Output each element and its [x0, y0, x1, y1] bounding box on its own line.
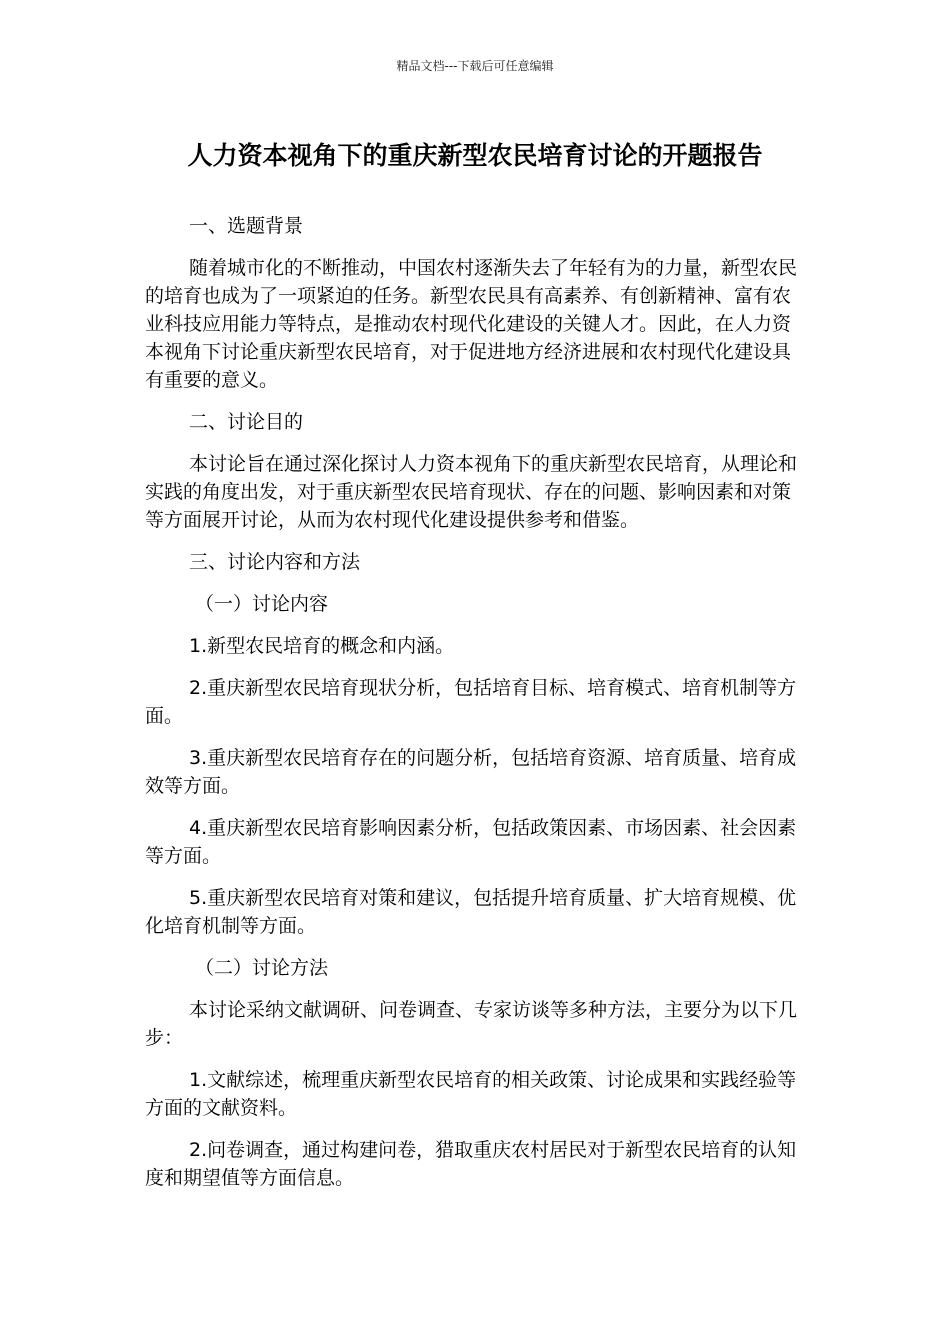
section-heading-background: 一、选题背景 — [189, 215, 304, 237]
header-note: 精品文档---下载后可任意编辑 — [396, 59, 554, 73]
section-heading-content-method: 三、讨论内容和方法 — [189, 551, 361, 573]
list-item: 3.重庆新型农民培育存在的问题分析，包括培育资源、培育质量、培育成效等方面。 — [145, 747, 797, 797]
section-heading-purpose: 二、讨论目的 — [189, 411, 304, 433]
paragraph-background: 随着城市化的不断推动，中国农村逐渐失去了年轻有为的力量，新型农民的培育也成为了一项紧迫的任务。新型农民具有高素养、有创新精神、富有农业科技应用能力等特点，是推动农村现代化建设的关键人才。因此，在人力资本视角下讨论重庆新型农民培育，对于促进地方经济进展和农村现代化建设具有重要的意义。 — [145, 257, 798, 391]
list-item: 1.文献综述，梳理重庆新型农民培育的相关政策、讨论成果和实践经验等方面的文献资料。 — [145, 1069, 797, 1119]
subheading-method: （二）讨论方法 — [195, 957, 329, 979]
list-item: 4.重庆新型农民培育影响因素分析，包括政策因素、市场因素、社会因素等方面。 — [145, 817, 797, 867]
paragraph-purpose: 本讨论旨在通过深化探讨人力资本视角下的重庆新型农民培育，从理论和实践的角度出发，对于重庆新型农民培育现状、存在的问题、影响因素和对策等方面展开讨论，从而为农村现代化建设提供参考和借鉴。 — [145, 453, 798, 531]
list-item: 5.重庆新型农民培育对策和建议，包括提升培育质量、扩大培育规模、优化培育机制等方面。 — [145, 887, 797, 937]
list-item: 1.新型农民培育的概念和内涵。 — [189, 635, 455, 657]
paragraph-method: 本讨论采纳文献调研、问卷调查、专家访谈等多种方法，主要分为以下几步： — [145, 999, 798, 1049]
subheading-content: （一）讨论内容 — [195, 593, 329, 615]
document-title: 人力资本视角下的重庆新型农民培育讨论的开题报告 — [187, 141, 763, 170]
document-body — [145, 212, 805, 1206]
list-item: 2.问卷调查，通过构建问卷，猎取重庆农村居民对于新型农民培育的认知度和期望值等方面信息。 — [145, 1139, 797, 1189]
list-item: 2.重庆新型农民培育现状分析，包括培育目标、培育模式、培育机制等方面。 — [145, 677, 797, 727]
